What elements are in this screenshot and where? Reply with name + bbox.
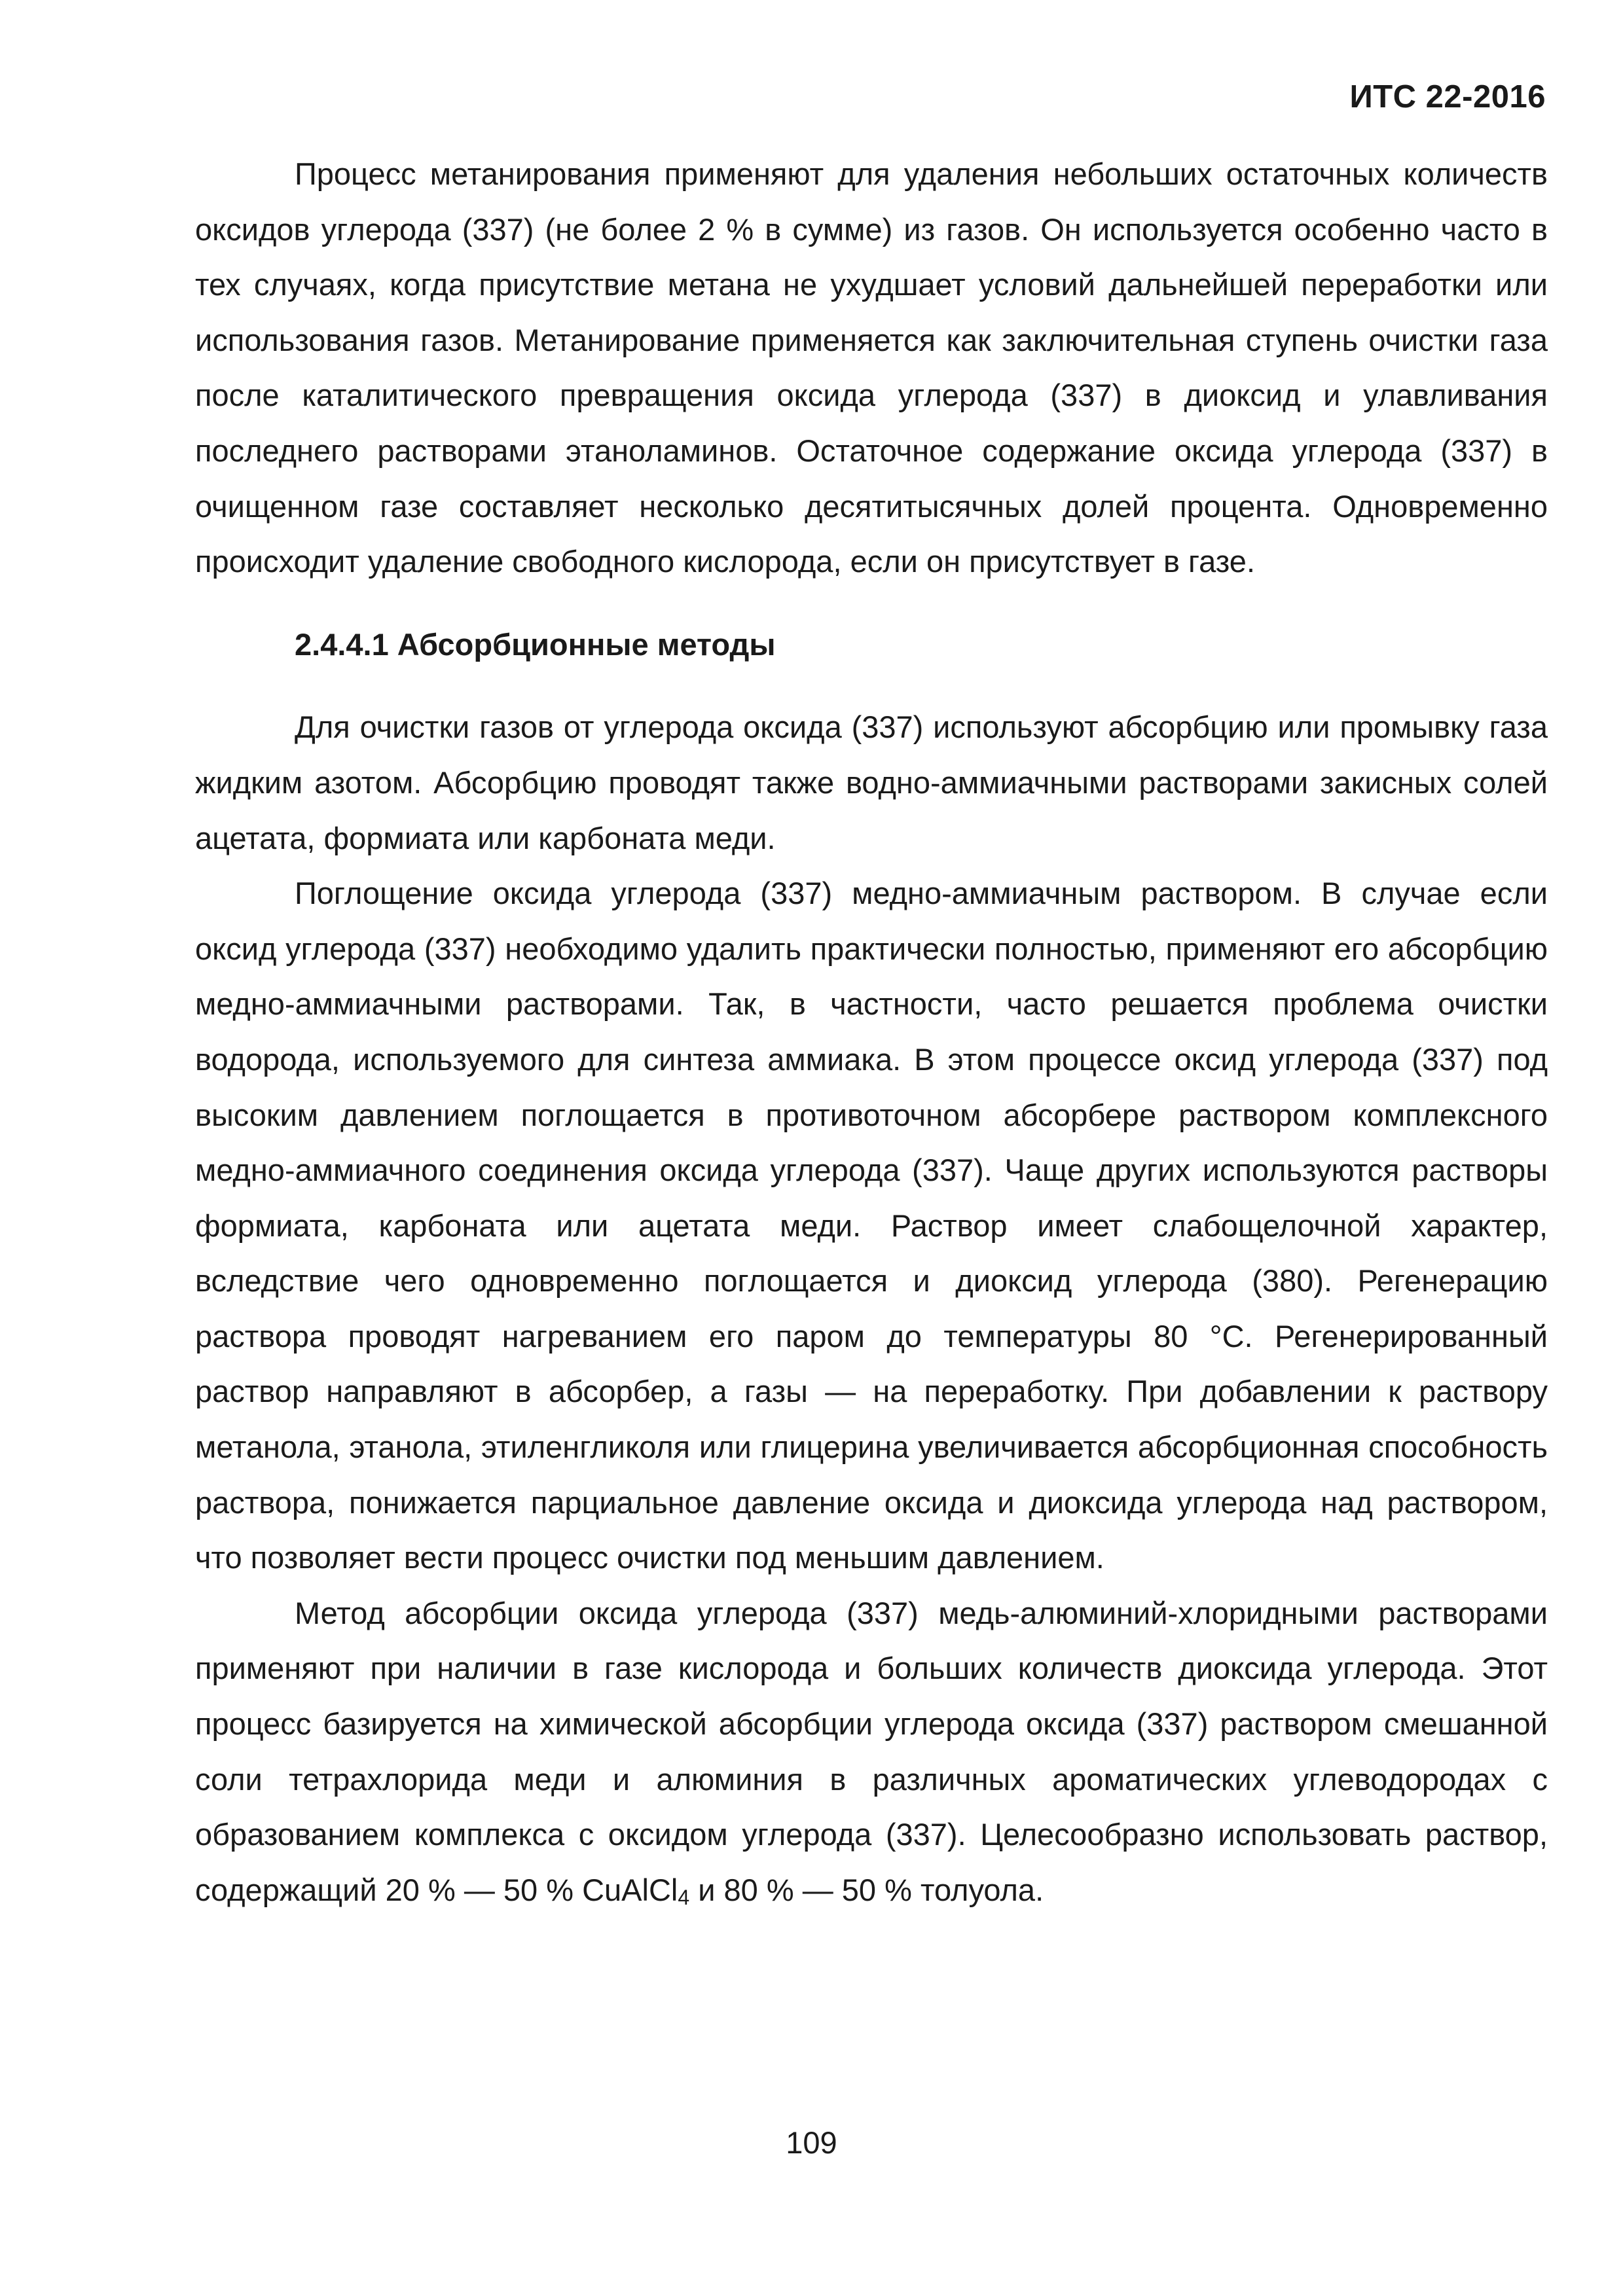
subscript-four: 4 (678, 1885, 690, 1909)
paragraph-copper-aluminum (195, 1586, 1548, 1918)
paragraph-methanation: Процесс метанирования применяют для удаления небольших остаточных количеств оксидов углерода (337) (не более 2 % в сумме) из газов. Он используется особенно часто в тех случаях, когда присутствие метана не ухудшает условий дальнейшей переработки или использования газов. Метанирование применяется как заключительная ступень очистки газа после каталитического превращения оксида углерода (337) в диоксид и улавливания последнего растворами этаноламинов. Остаточное содержание оксида углерода (337) в очищенном газе составляет несколько десятитысячных долей процента. Одновременно происходит удаление свободного кислорода, если он присутствует в газе. (195, 156, 1548, 579)
paragraph-copper-ammonia: Поглощение оксида углерода (337) медно-аммиачным раствором. В случае если оксид углерода (337) необходимо удалить практически полностью, применяют его абсорбцию медно-аммиачными растворами. Так, в частности, часто решается проблема очистки водорода, используемого для синтеза аммиака. В этом процессе оксид углерода (337) под высоким давлением поглощается в противоточном абсорбере раствором комплексного медно-аммиачного соединения оксида углерода (337). Чаще других используются растворы формиата, карбоната или ацетата меди. Раствор имеет слабощелочной характер, вследствие чего одновременно поглощается и диоксид углерода (380). Регенерацию раствора проводят нагреванием его паром до температуры 80 °С. Регенерированный раствор направляют в абсорбер, а газы — на переработку. При добавлении к раствору метанола, этанола, этиленгликоля или глицерина увеличивается абсорбционная способность раствора, понижается парциальное давление оксида и диоксида углерода над раствором, что позволяет вести процесс очистки под меньшим давлением. (195, 876, 1548, 1575)
page-number: 109 (786, 2125, 837, 2160)
document-code-header: ИТС 22-2016 (1349, 79, 1546, 115)
section-heading: 2.4.4.1 Абсорбционные методы (295, 626, 776, 662)
paragraph-gas-cleaning: Для очистки газов от углерода оксида (337) используют абсорбцию или промывку газа жидким азотом. Абсорбцию проводят также водно-аммиачными растворами закисных солей ацетата, формиата или карбоната меди. (195, 709, 1548, 855)
paragraph-text-start: Метод абсорбции оксида углерода (337) медь-алюминий-хлоридными растворами применяют при наличии в газе кислорода и больших количеств диоксида углерода. Этот процесс базируется на химической абсорбции углерода оксида (337) раствором смешанной соли тетрахлорида меди и алюминия в различных ароматических углеводородах с образованием комплекса с оксидом углерода (337). Целесообразно использовать раствор, содержащий 20 % — 50 % CuAlCl (195, 1595, 1548, 1907)
page-body (195, 147, 1548, 1918)
paragraph-text-end: и 80 % — 50 % толуола. (689, 1872, 1044, 1907)
